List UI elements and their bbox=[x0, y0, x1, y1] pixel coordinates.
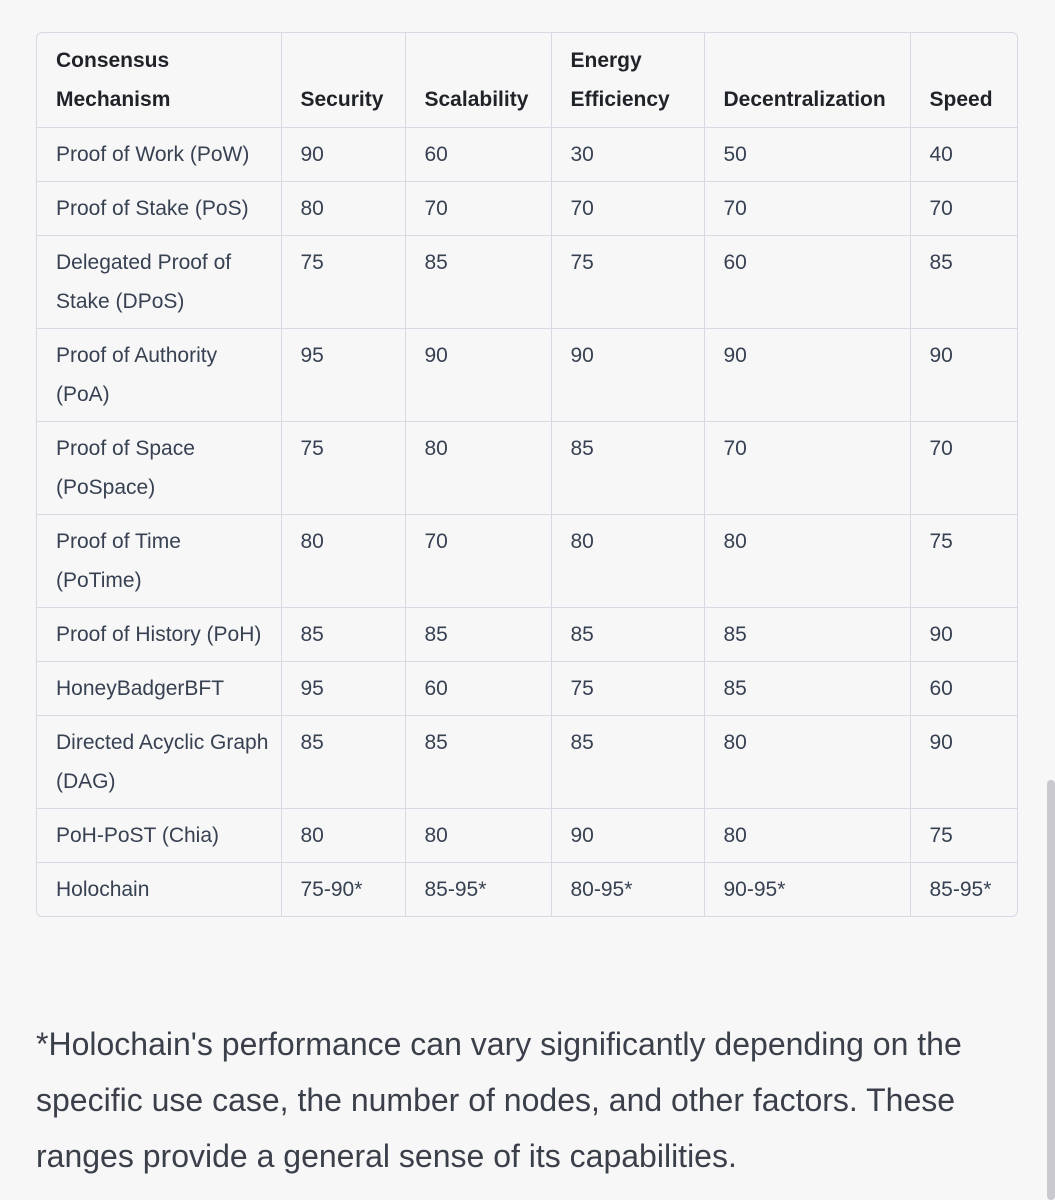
table-row bbox=[37, 128, 1017, 182]
cell-security: 80 bbox=[281, 182, 405, 236]
cell-mechanism: PoH-PoST (Chia) bbox=[37, 809, 281, 863]
cell-decentralization: 85 bbox=[704, 662, 910, 716]
cell-energy-efficiency: 75 bbox=[551, 236, 704, 329]
cell-security: 80 bbox=[281, 809, 405, 863]
cell-decentralization: 80 bbox=[704, 716, 910, 809]
cell-mechanism: Proof of Authority (PoA) bbox=[37, 329, 281, 422]
cell-mechanism: Proof of Work (PoW) bbox=[37, 128, 281, 182]
cell-security: 85 bbox=[281, 716, 405, 809]
cell-scalability: 85 bbox=[405, 608, 551, 662]
cell-speed: 70 bbox=[910, 422, 1017, 515]
cell-speed: 90 bbox=[910, 716, 1017, 809]
cell-energy-efficiency: 85 bbox=[551, 716, 704, 809]
cell-energy-efficiency: 90 bbox=[551, 809, 704, 863]
table-row bbox=[37, 863, 1017, 917]
cell-decentralization: 70 bbox=[704, 422, 910, 515]
cell-scalability: 85 bbox=[405, 716, 551, 809]
cell-scalability: 70 bbox=[405, 182, 551, 236]
cell-decentralization: 50 bbox=[704, 128, 910, 182]
cell-security: 80 bbox=[281, 515, 405, 608]
cell-security: 75 bbox=[281, 236, 405, 329]
cell-security: 75-90* bbox=[281, 863, 405, 917]
header-consensus-mechanism: Consensus Mechanism bbox=[37, 33, 281, 128]
consensus-comparison-table bbox=[37, 33, 1017, 916]
cell-speed: 85-95* bbox=[929, 878, 992, 901]
cell-decentralization: 85 bbox=[704, 608, 910, 662]
cell-energy-efficiency: 80-95* bbox=[551, 863, 704, 917]
table-row bbox=[37, 809, 1017, 863]
cell-mechanism: Proof of Time (PoTime) bbox=[37, 515, 281, 608]
header-speed: Speed bbox=[910, 33, 1017, 128]
cell-speed: 75 bbox=[910, 515, 1017, 608]
table-row bbox=[37, 662, 1017, 716]
header-scalability: Scalability bbox=[405, 33, 551, 128]
cell-decentralization: 90-95* bbox=[704, 863, 910, 917]
header-security: Security bbox=[281, 33, 405, 128]
cell-speed: 75 bbox=[910, 809, 1017, 863]
cell-mechanism: Proof of Space (PoSpace) bbox=[37, 422, 281, 515]
cell-security: 95 bbox=[281, 329, 405, 422]
table-row bbox=[37, 422, 1017, 515]
cell-security: 90 bbox=[281, 128, 405, 182]
cell-energy-efficiency: 30 bbox=[551, 128, 704, 182]
cell-energy-efficiency: 85 bbox=[551, 422, 704, 515]
cell-security: 85 bbox=[281, 608, 405, 662]
table-row bbox=[37, 608, 1017, 662]
cell-scalability: 60 bbox=[405, 662, 551, 716]
cell-speed: 70 bbox=[910, 182, 1017, 236]
cell-speed: 90 bbox=[910, 329, 1017, 422]
holochain-footnote: *Holochain's performance can vary significantly depending on the specific use case, the number of nodes, and other factors. These ranges provide a general sense of its capabilities. bbox=[36, 1026, 962, 1174]
cell-security: 75 bbox=[281, 422, 405, 515]
comparison-table-container bbox=[36, 32, 1018, 917]
header-decentralization: Decentralization bbox=[704, 33, 910, 128]
cell-mechanism: Directed Acyclic Graph (DAG) bbox=[37, 716, 281, 809]
cell-energy-efficiency: 80 bbox=[551, 515, 704, 608]
cell-scalability: 85-95* bbox=[405, 863, 551, 917]
vertical-scrollbar[interactable] bbox=[1047, 780, 1055, 1200]
cell-scalability: 70 bbox=[405, 515, 551, 608]
cell-decentralization: 60 bbox=[704, 236, 910, 329]
header-energy-efficiency: Energy Efficiency bbox=[551, 33, 704, 128]
cell-decentralization: 80 bbox=[704, 515, 910, 608]
cell-scalability: 80 bbox=[405, 422, 551, 515]
cell-decentralization: 70 bbox=[704, 182, 910, 236]
cell-speed: 60 bbox=[910, 662, 1017, 716]
cell-security: 95 bbox=[281, 662, 405, 716]
cell-energy-efficiency: 90 bbox=[551, 329, 704, 422]
cell-scalability: 85 bbox=[405, 236, 551, 329]
cell-energy-efficiency: 85 bbox=[551, 608, 704, 662]
cell-mechanism: Holochain bbox=[37, 863, 281, 917]
cell-decentralization: 90 bbox=[704, 329, 910, 422]
cell-mechanism: Delegated Proof of Stake (DPoS) bbox=[37, 236, 281, 329]
cell-speed: 90 bbox=[910, 608, 1017, 662]
cell-energy-efficiency: 70 bbox=[551, 182, 704, 236]
table-row bbox=[37, 236, 1017, 329]
table-row bbox=[37, 329, 1017, 422]
table-row bbox=[37, 182, 1017, 236]
cell-speed: 85 bbox=[910, 236, 1017, 329]
cell-decentralization: 80 bbox=[704, 809, 910, 863]
cell-mechanism: HoneyBadgerBFT bbox=[37, 662, 281, 716]
cell-mechanism: Proof of History (PoH) bbox=[37, 608, 281, 662]
table-row bbox=[37, 515, 1017, 608]
cell-scalability: 60 bbox=[405, 128, 551, 182]
cell-mechanism: Proof of Stake (PoS) bbox=[37, 182, 281, 236]
table-row bbox=[37, 716, 1017, 809]
cell-scalability: 80 bbox=[405, 809, 551, 863]
cell-scalability: 90 bbox=[405, 329, 551, 422]
cell-speed: 40 bbox=[910, 128, 1017, 182]
cell-energy-efficiency: 75 bbox=[551, 662, 704, 716]
table-header-row bbox=[37, 33, 1017, 128]
